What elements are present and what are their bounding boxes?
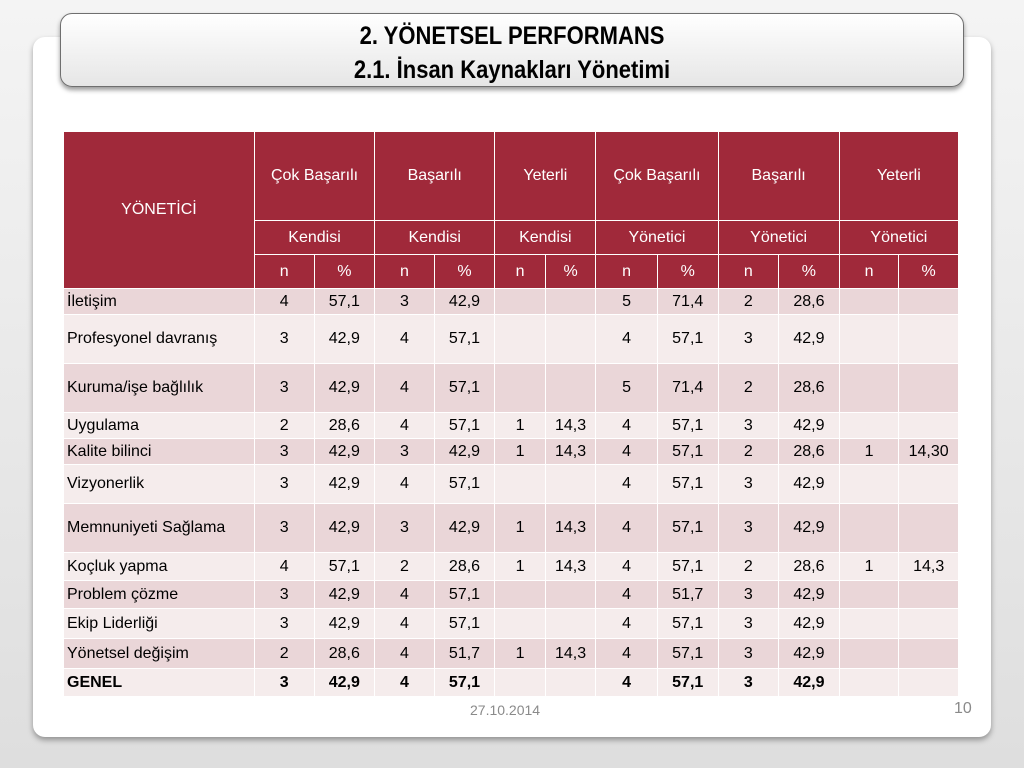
table-cell: 4	[596, 553, 658, 581]
table-cell	[545, 465, 596, 504]
header-manager: YÖNETİCİ	[64, 132, 255, 289]
table-row	[64, 315, 959, 364]
table-cell: 3	[254, 465, 314, 504]
table-cell: 1	[495, 553, 546, 581]
row-label: İletişim	[64, 289, 255, 315]
header-row-categories	[64, 132, 959, 221]
header-level: Çok Başarılı	[596, 132, 718, 221]
table-cell	[899, 581, 959, 609]
header-evaluator: Yönetici	[596, 221, 718, 255]
table-cell	[839, 639, 899, 669]
header-unit: n	[718, 255, 779, 289]
header-unit: n	[596, 255, 658, 289]
table-cell: 57,1	[657, 669, 718, 697]
table-cell: 42,9	[314, 609, 375, 639]
table-cell: 4	[375, 639, 435, 669]
header-level: Başarılı	[375, 132, 495, 221]
row-label: Kuruma/işe bağlılık	[64, 364, 255, 413]
table-cell: 2	[718, 553, 779, 581]
table-row	[64, 504, 959, 553]
table-row	[64, 289, 959, 315]
header-unit: %	[314, 255, 375, 289]
table-cell: 2	[718, 364, 779, 413]
header-unit: %	[899, 255, 959, 289]
table-cell: 42,9	[779, 639, 840, 669]
table-cell: 42,9	[314, 439, 375, 465]
table-cell: 3	[718, 639, 779, 669]
table-cell	[839, 504, 899, 553]
table-cell	[839, 364, 899, 413]
table-cell: 1	[495, 413, 546, 439]
table-cell: 2	[254, 639, 314, 669]
table-cell: 4	[375, 581, 435, 609]
table-cell: 51,7	[434, 639, 495, 669]
table-cell: 4	[596, 439, 658, 465]
slide-title: 2. YÖNETSEL PERFORMANS	[359, 22, 665, 50]
table-cell: 1	[495, 439, 546, 465]
table-cell: 57,1	[434, 581, 495, 609]
row-label: Memnuniyeti Sağlama	[64, 504, 255, 553]
table-row	[64, 581, 959, 609]
table-cell: 4	[375, 413, 435, 439]
table-cell: 42,9	[434, 289, 495, 315]
table-cell: 42,9	[434, 504, 495, 553]
table-cell: 14,3	[545, 553, 596, 581]
table-cell: 71,4	[657, 289, 718, 315]
table-cell	[545, 669, 596, 697]
table-cell	[899, 669, 959, 697]
table-cell	[545, 609, 596, 639]
table-cell: 57,1	[434, 315, 495, 364]
table-cell: 28,6	[779, 289, 840, 315]
table-cell: 57,1	[657, 639, 718, 669]
table-cell: 14,30	[899, 439, 959, 465]
table-cell	[839, 289, 899, 315]
table-cell: 2	[718, 439, 779, 465]
row-label: Koçluk yapma	[64, 553, 255, 581]
table-cell: 3	[254, 609, 314, 639]
table-cell: 3	[718, 465, 779, 504]
page-number: 10	[954, 700, 972, 717]
table-cell: 42,9	[779, 669, 840, 697]
table-cell	[545, 315, 596, 364]
table-cell	[839, 581, 899, 609]
table-cell: 57,1	[434, 364, 495, 413]
table-cell: 42,9	[314, 465, 375, 504]
row-label: Ekip Liderliği	[64, 609, 255, 639]
table-cell: 14,3	[545, 439, 596, 465]
table-cell	[899, 609, 959, 639]
table-cell: 57,1	[314, 553, 375, 581]
table-cell: 3	[375, 504, 435, 553]
table-cell: 4	[375, 465, 435, 504]
row-label: Vizyonerlik	[64, 465, 255, 504]
footer-date: 27.10.2014	[470, 702, 541, 718]
table-cell	[495, 315, 546, 364]
table-cell: 4	[596, 609, 658, 639]
table-cell: 14,3	[545, 504, 596, 553]
table-cell: 3	[254, 315, 314, 364]
table-cell	[899, 289, 959, 315]
table-cell: 42,9	[779, 413, 840, 439]
table-cell	[839, 465, 899, 504]
table-cell: 42,9	[314, 364, 375, 413]
table-cell: 28,6	[779, 364, 840, 413]
table-cell: 57,1	[434, 413, 495, 439]
header-level: Yeterli	[839, 132, 958, 221]
table-cell: 5	[596, 364, 658, 413]
table-cell	[899, 504, 959, 553]
table-cell: 28,6	[314, 413, 375, 439]
header-evaluator: Kendisi	[254, 221, 374, 255]
table-cell: 14,3	[545, 639, 596, 669]
table-cell: 57,1	[434, 609, 495, 639]
table-body	[64, 289, 959, 697]
table-row	[64, 609, 959, 639]
header-unit: %	[434, 255, 495, 289]
header-unit: %	[779, 255, 840, 289]
table-cell: 1	[495, 639, 546, 669]
table-cell: 3	[718, 581, 779, 609]
table-cell	[899, 639, 959, 669]
table-cell: 71,4	[657, 364, 718, 413]
table-cell: 4	[254, 289, 314, 315]
table-cell: 4	[375, 609, 435, 639]
header-evaluator: Kendisi	[375, 221, 495, 255]
table-cell: 28,6	[779, 439, 840, 465]
table-cell: 4	[596, 581, 658, 609]
table-cell: 57,1	[657, 413, 718, 439]
table-cell: 51,7	[657, 581, 718, 609]
performance-table	[63, 131, 959, 697]
table-cell: 4	[596, 669, 658, 697]
table-cell: 42,9	[779, 504, 840, 553]
row-label: Problem çözme	[64, 581, 255, 609]
table-cell: 42,9	[434, 439, 495, 465]
table-cell: 42,9	[779, 315, 840, 364]
table-cell: 3	[254, 504, 314, 553]
table-cell: 57,1	[657, 315, 718, 364]
table-cell	[545, 581, 596, 609]
row-label: GENEL	[64, 669, 255, 697]
table-cell: 4	[596, 639, 658, 669]
header-unit: n	[254, 255, 314, 289]
table-cell: 3	[718, 413, 779, 439]
title-box	[60, 13, 964, 87]
table-cell: 57,1	[657, 553, 718, 581]
table-cell: 57,1	[657, 609, 718, 639]
row-label: Yönetsel değişim	[64, 639, 255, 669]
table-cell: 3	[718, 609, 779, 639]
table-row	[64, 669, 959, 697]
row-label: Profesyonel davranış	[64, 315, 255, 364]
table-row	[64, 465, 959, 504]
table-cell: 3	[254, 439, 314, 465]
table-cell: 1	[495, 504, 546, 553]
table-cell	[839, 413, 899, 439]
table-row	[64, 413, 959, 439]
table-cell: 1	[839, 553, 899, 581]
table-cell	[545, 364, 596, 413]
table-cell: 5	[596, 289, 658, 315]
table-cell: 14,3	[899, 553, 959, 581]
table-cell: 28,6	[779, 553, 840, 581]
table-cell: 57,1	[657, 504, 718, 553]
table-cell	[839, 315, 899, 364]
table-cell: 42,9	[314, 669, 375, 697]
table-cell: 3	[718, 669, 779, 697]
table-cell: 4	[254, 553, 314, 581]
header-evaluator: Yönetici	[839, 221, 958, 255]
table-cell	[899, 315, 959, 364]
table-cell	[545, 289, 596, 315]
header-unit: n	[839, 255, 899, 289]
header-level: Yeterli	[495, 132, 596, 221]
table-row	[64, 439, 959, 465]
table-cell: 57,1	[314, 289, 375, 315]
table-cell	[495, 465, 546, 504]
table-cell	[839, 609, 899, 639]
table-cell	[495, 609, 546, 639]
table-cell: 4	[375, 669, 435, 697]
table-cell	[899, 364, 959, 413]
table-cell: 57,1	[434, 669, 495, 697]
table-cell	[495, 581, 546, 609]
table-cell: 4	[375, 364, 435, 413]
table-cell	[839, 669, 899, 697]
row-label: Uygulama	[64, 413, 255, 439]
header-evaluator: Yönetici	[718, 221, 839, 255]
table-cell: 42,9	[314, 581, 375, 609]
row-label: Kalite bilinci	[64, 439, 255, 465]
table-cell: 3	[254, 364, 314, 413]
table-cell: 57,1	[434, 465, 495, 504]
table-cell: 4	[596, 315, 658, 364]
table-cell	[899, 465, 959, 504]
table-cell: 42,9	[314, 504, 375, 553]
table-cell: 4	[596, 465, 658, 504]
header-level: Çok Başarılı	[254, 132, 374, 221]
table-cell: 57,1	[657, 439, 718, 465]
table-row	[64, 553, 959, 581]
table-cell: 42,9	[779, 581, 840, 609]
header-unit: n	[495, 255, 546, 289]
table-cell: 3	[718, 315, 779, 364]
table-cell	[495, 289, 546, 315]
table-cell: 14,3	[545, 413, 596, 439]
table-cell: 1	[839, 439, 899, 465]
table-cell: 3	[375, 439, 435, 465]
header-evaluator: Kendisi	[495, 221, 596, 255]
header-unit: %	[545, 255, 596, 289]
table-cell: 4	[596, 413, 658, 439]
table-cell: 3	[254, 581, 314, 609]
header-unit: n	[375, 255, 435, 289]
table-cell: 57,1	[657, 465, 718, 504]
table-row	[64, 364, 959, 413]
slide-subtitle: 2.1. İnsan Kaynakları Yönetimi	[353, 56, 671, 84]
table-cell: 2	[718, 289, 779, 315]
table-cell: 4	[596, 504, 658, 553]
table-cell: 3	[375, 289, 435, 315]
table-cell	[495, 669, 546, 697]
table-cell: 3	[254, 669, 314, 697]
table-cell: 42,9	[779, 465, 840, 504]
table-row	[64, 639, 959, 669]
table-cell: 4	[375, 315, 435, 364]
table-cell: 42,9	[779, 609, 840, 639]
table-cell: 2	[254, 413, 314, 439]
header-unit: %	[657, 255, 718, 289]
table-cell: 3	[718, 504, 779, 553]
table-cell: 42,9	[314, 315, 375, 364]
table-cell	[495, 364, 546, 413]
header-level: Başarılı	[718, 132, 839, 221]
table-cell: 2	[375, 553, 435, 581]
table-cell: 28,6	[434, 553, 495, 581]
table-cell: 28,6	[314, 639, 375, 669]
table-cell	[899, 413, 959, 439]
